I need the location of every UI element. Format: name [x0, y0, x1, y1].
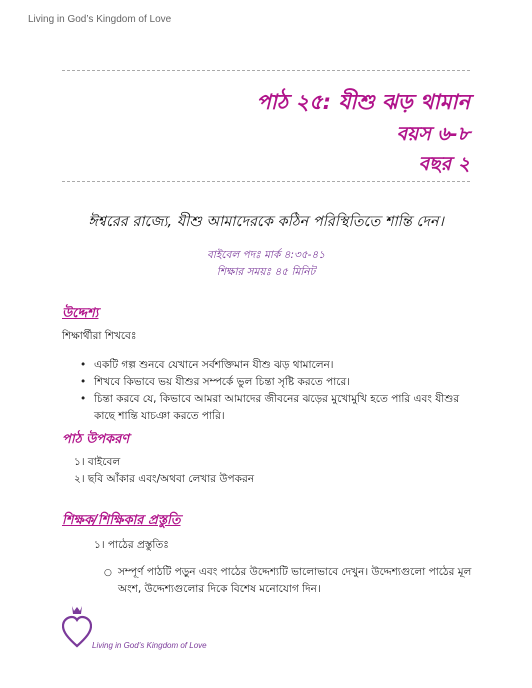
list-item: • চিন্তা করবে যে, কিভাবে আমরা আমাদের জীবনের ঝড়ের মুখোমুখি হতে পারি এবং যীশুর কাছে শান্তি যাচঞা করতে পারি। — [80, 391, 480, 425]
preparation-step: ১। পাঠের প্রস্তুতিঃ — [94, 539, 169, 551]
title-divider — [62, 181, 470, 182]
list-item — [104, 564, 478, 598]
objectives-heading: উদ্দেশ্য — [62, 306, 99, 321]
lesson-duration: শিক্ষার সময়ঃ ৪৫ মিনিট — [216, 266, 316, 278]
crown-heart-icon — [62, 604, 92, 650]
circle-bullet-icon: ○ — [104, 568, 112, 578]
age-range: বয়স ৬-৮ — [396, 123, 470, 145]
lesson-title: পাঠ ২৫: যীশু ঝড় থামান — [256, 90, 470, 114]
lesson-theme: ঈশ্বরের রাজ্যে, যীশু আমাদেরকে কঠিন পরিস্থিতিতে শান্তি দেন। — [88, 214, 444, 230]
bible-passage: বাইবেল পদঃ মার্ক ৪:৩৫-৪১ — [206, 249, 326, 261]
top-divider — [62, 70, 470, 71]
list-item: ১। বাইবেল — [74, 456, 121, 468]
list-item: • একটি গল্প শুনবে যেখানে সর্বশক্তিমান যীশু ঝড় থামালেন। — [80, 357, 480, 374]
preparation-sub-item: সম্পূর্ণ পাঠটি পড়ুন এবং পাঠের উদ্দেশ্যটি ভালোভাবে দেখুন। উদ্দেশ্যগুলো পাঠের মূল অংশ, উদ্দেশ্যগুলোর দিকে বিশেষ মনোযোগ দিন। — [118, 566, 472, 595]
list-item: • শিখবে কিভাবে ভয় যীশুর সম্পর্কে ভুল চিন্তা সৃষ্টি করতে পারে। — [80, 374, 480, 391]
footer-text: Living in God’s Kingdom of Love — [92, 641, 207, 650]
materials-heading: পাঠ উপকরণ — [62, 432, 130, 447]
year-label: বছর ২ — [418, 153, 470, 175]
preparation-heading: শিক্ষক/শিক্ষিকার প্রস্তুতি — [62, 513, 181, 528]
list-item: ২। ছবি আঁকার এবং/অথবা লেখার উপকরন — [74, 473, 255, 485]
objectives-list — [80, 357, 480, 425]
objectives-intro: শিক্ষার্থীরা শিখবেঃ — [62, 330, 137, 342]
running-header: Living in God’s Kingdom of Love — [28, 14, 172, 25]
